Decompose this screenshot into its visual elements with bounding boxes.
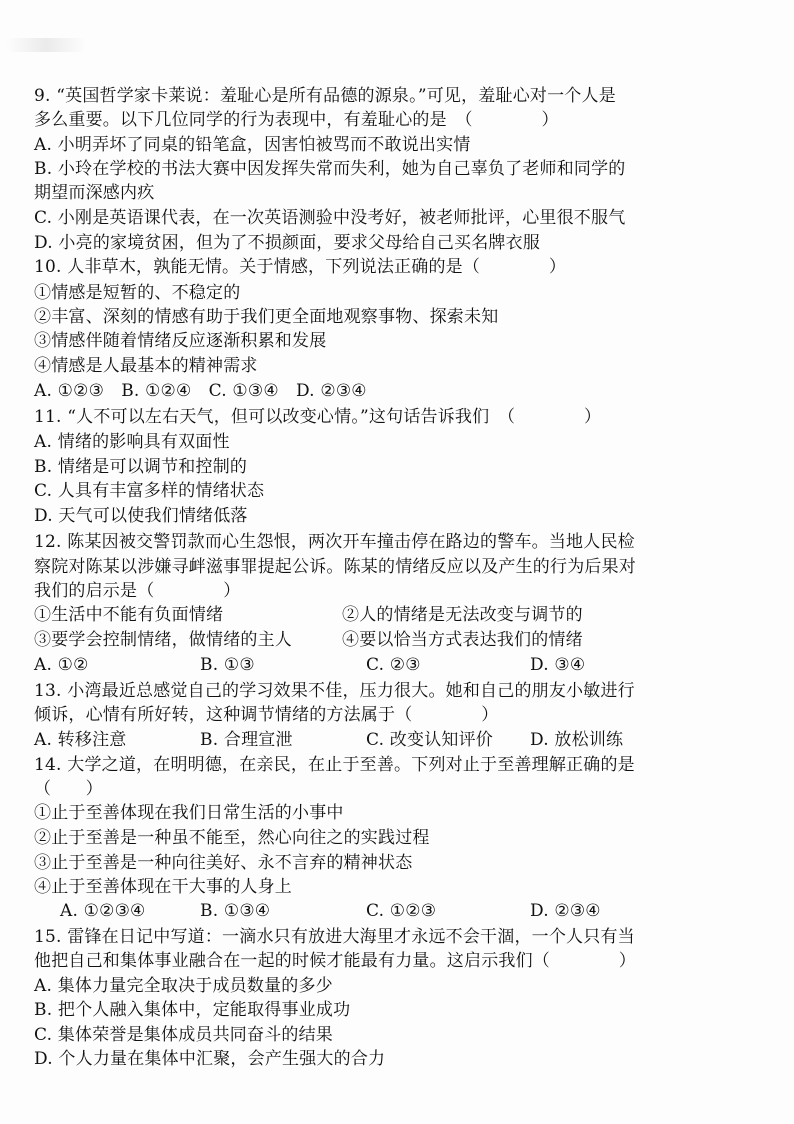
q10-item-2: ②丰富、深刻的情感有助于我们更全面地观察事物、探索未知 xyxy=(34,307,499,327)
q15-stem-line2: 他把自己和集体事业融合在一起的时候才能最有力量。这启示我们（ ） xyxy=(34,951,636,971)
q12-option-d: D. ③④ xyxy=(530,655,586,675)
q14-option-a: A. ①②③④ xyxy=(60,901,146,921)
q10-item-3: ③情感伴随着情绪反应逐渐积累和发展 xyxy=(34,331,327,351)
q10-item-1: ①情感是短暂的、不稳定的 xyxy=(34,283,241,303)
q14-item-3: ③止于至善是一种向往美好、永不言弃的精神状态 xyxy=(34,853,413,873)
q15-option-a: A. 集体力量完全取决于成员数量的多少 xyxy=(34,976,333,996)
q14-item-4: ④止于至善体现在干大事的人身上 xyxy=(34,877,292,897)
q9-option-d: D. 小亮的家境贫困，但为了不损颜面，要求父母给自己买名牌衣服 xyxy=(34,233,541,253)
q11-option-a: A. 情绪的影响具有双面性 xyxy=(34,432,230,452)
q12-item-1: ①生活中不能有负面情绪 xyxy=(34,605,224,625)
q12-stem-line2: 察院对陈某以涉嫌寻衅滋事罪提起公诉。陈某的情绪反应以及产生的行为后果对 xyxy=(34,557,636,577)
q15-option-d: D. 个人力量在集体中汇聚，会产生强大的合力 xyxy=(34,1049,386,1069)
q11-option-d: D. 天气可以使我们情绪低落 xyxy=(34,506,248,526)
q14-stem-line2: （ ） xyxy=(34,779,103,799)
q10-item-4: ④情感是人最基本的精神需求 xyxy=(34,356,258,376)
q12-option-a: A. ①② xyxy=(34,655,89,675)
q11-option-c: C. 人具有丰富多样的情绪状态 xyxy=(34,481,265,501)
q15-option-b: B. 把个人融入集体中，定能取得事业成功 xyxy=(34,1000,351,1020)
q14-stem-line1: 14. 大学之道，在明明德，在亲民，在止于至善。下列对止于至善理解正确的是 xyxy=(34,755,635,775)
q12-item-4: ④要以恰当方式表达我们的情绪 xyxy=(342,630,583,650)
scan-smudge xyxy=(6,38,86,52)
q12-item-2: ②人的情绪是无法改变与调节的 xyxy=(342,605,583,625)
q12-stem-line3: 我们的启示是（ ） xyxy=(34,581,241,601)
q9-option-c: C. 小刚是英语课代表，在一次英语测验中没考好，被老师批评，心里很不服气 xyxy=(34,208,626,228)
q13-option-a: A. 转移注意 xyxy=(34,730,127,750)
q9-stem-line2: 多么重要。以下几位同学的行为表现中，有羞耻心的是 （ ） xyxy=(34,110,559,130)
q12-stem-line1: 12. 陈某因被交警罚款而心生怨恨，两次开车撞击停在路边的警车。当地人民检 xyxy=(34,532,635,552)
q13-stem-line1: 13. 小湾最近总感觉自己的学习效果不佳，压力很大。她和自己的朋友小敏进行 xyxy=(34,681,635,701)
q10-stem: 10. 人非草木，孰能无情。关于情感，下列说法正确的是（ ） xyxy=(34,257,567,277)
q14-option-d: D. ②③④ xyxy=(530,901,601,921)
q13-option-b: B. 合理宣泄 xyxy=(200,730,293,750)
q12-option-b: B. ①③ xyxy=(200,655,255,675)
q15-option-c: C. 集体荣誉是集体成员共同奋斗的结果 xyxy=(34,1025,334,1045)
q9-stem-line1: 9. “英国哲学家卡莱说：羞耻心是所有品德的源泉。”可见，羞耻心对一个人是 xyxy=(34,86,616,106)
q13-option-c: C. 改变认知评价 xyxy=(366,730,494,750)
q9-option-b-line2: 期望而深感内疚 xyxy=(34,183,155,203)
q12-option-c: C. ②③ xyxy=(366,655,421,675)
q9-option-b-line1: B. 小玲在学校的书法大赛中因发挥失常而失利，她为自己辜负了老师和同学的 xyxy=(34,159,626,179)
q12-item-3: ③要学会控制情绪，做情绪的主人 xyxy=(34,630,292,650)
q10-choices: A. ①②③ B. ①②④ C. ①③④ D. ②③④ xyxy=(34,381,367,401)
q13-option-d: D. 放松训练 xyxy=(530,730,624,750)
q11-stem: 11. “人不可以左右天气，但可以改变心情。”这句话告诉我们 （ ） xyxy=(34,407,602,427)
q14-item-2: ②止于至善是一种虽不能至，然心向往之的实践过程 xyxy=(34,828,430,848)
q14-item-1: ①止于至善体现在我们日常生活的小事中 xyxy=(34,803,344,823)
q13-stem-line2: 倾诉，心情有所好转，这种调节情绪的方法属于（ ） xyxy=(34,705,499,725)
q15-stem-line1: 15. 雷锋在日记中写道：一滴水只有放进大海里才永远不会干涸，一个人只有当 xyxy=(34,927,635,947)
q11-option-b: B. 情绪是可以调节和控制的 xyxy=(34,457,248,477)
q9-option-a: A. 小明弄坏了同桌的铅笔盒，因害怕被骂而不敢说出实情 xyxy=(34,135,471,155)
q14-option-c: C. ①②③ xyxy=(366,901,437,921)
q14-option-b: B. ①③④ xyxy=(200,901,271,921)
